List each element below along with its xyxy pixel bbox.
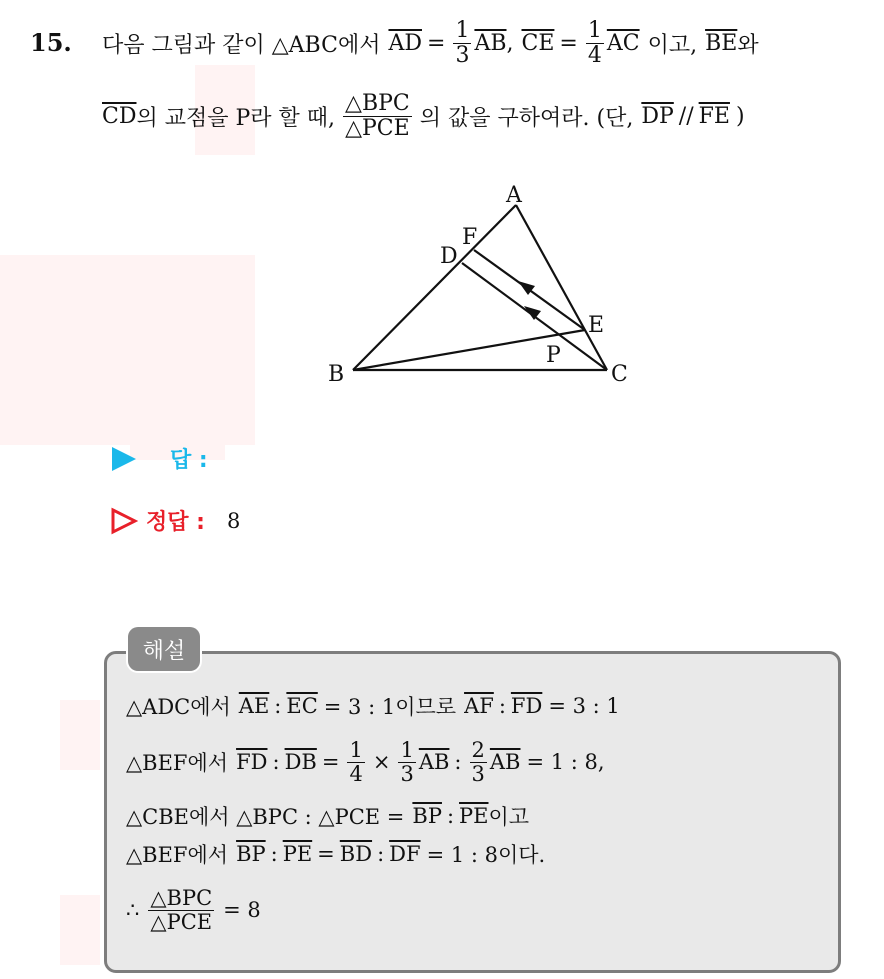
- segment-ae: $\overline{AE}$: [238, 694, 270, 718]
- fraction-denominator: △PCE: [150, 909, 213, 934]
- fraction-numerator: 2: [471, 738, 485, 763]
- explanation-text: △ADC에서: [126, 695, 231, 719]
- answer-label: 답 :: [170, 448, 208, 473]
- problem-text: 다음 그림과 같이 △ABC에서: [102, 32, 381, 58]
- explanation-text: = 3 : 1: [548, 694, 620, 718]
- explanation-text: △CBE에서 △BPC : △PCE =: [126, 805, 405, 829]
- equals-sign: =: [317, 842, 335, 866]
- question-number: 15.: [30, 28, 72, 57]
- explanation-text: △BEF에서: [126, 843, 229, 867]
- segment-bp: $\overline{BP}$: [412, 804, 442, 828]
- fraction-numerator: 1: [455, 18, 470, 44]
- label-c: C: [611, 362, 628, 387]
- explanation-text: = 8: [223, 898, 261, 922]
- answer-row: [110, 443, 230, 474]
- fraction-denominator: 4: [587, 42, 602, 68]
- fraction-denominator: △PCE: [345, 115, 410, 141]
- explanation-line-1: [126, 686, 620, 726]
- comma: ,: [506, 30, 514, 56]
- explanation-line-3: [126, 798, 529, 834]
- segment-ab: $\overline{AB}$: [489, 750, 521, 774]
- fraction-numerator: 1: [349, 738, 363, 763]
- segment-dp: $\overline{DP}$: [641, 103, 674, 129]
- segment-ce: $\overline{CE}$: [521, 30, 555, 56]
- explanation-tag: 해설: [128, 627, 200, 671]
- segment-fd: $\overline{FD}$: [236, 750, 268, 774]
- fraction-one-third: [453, 19, 471, 66]
- ratio-colon: :: [270, 842, 278, 866]
- ratio-colon: :: [272, 750, 280, 774]
- fraction-one-quarter: [586, 19, 604, 66]
- triangle-figure: [320, 170, 650, 400]
- ratio-colon: :: [498, 694, 506, 718]
- explanation-text: △BEF에서: [126, 751, 229, 775]
- segment-ec: $\overline{EC}$: [286, 694, 318, 718]
- fraction-area-ratio: [343, 92, 412, 139]
- label-p: P: [546, 343, 561, 368]
- fraction-two-thirds: [470, 739, 487, 784]
- equals-sign: =: [321, 750, 340, 774]
- explanation-text: 이고: [488, 805, 530, 829]
- ratio-colon: :: [446, 804, 455, 828]
- fraction-denominator: 3: [400, 761, 414, 786]
- fraction-numerator: 1: [400, 738, 414, 763]
- correct-answer-row: [110, 505, 240, 536]
- label-a: A: [506, 183, 522, 208]
- segment-fe: $\overline{FE}$: [698, 103, 730, 129]
- explanation-line-4: [126, 836, 545, 872]
- segment-ac: $\overline{AC}$: [606, 30, 640, 56]
- parallel-symbol: //: [678, 103, 694, 129]
- segment-pe: $\overline{PE}$: [459, 804, 489, 828]
- explanation-line-2: [126, 732, 605, 792]
- problem-line-1: [102, 14, 759, 72]
- explanation-text: = 3 : 1이므로: [323, 695, 457, 719]
- segment-ab: $\overline{AB}$: [474, 30, 507, 56]
- label-e: E: [588, 313, 605, 338]
- correct-answer-value: 8: [226, 508, 241, 533]
- segment-bd: $\overline{BD}$: [339, 842, 373, 866]
- label-d: D: [440, 244, 458, 269]
- label-b: B: [328, 362, 345, 387]
- segment-df: $\overline{DF}$: [389, 842, 421, 866]
- problem-text: 와: [737, 32, 759, 58]
- segment-be: $\overline{BE}$: [705, 30, 738, 56]
- play-triangle-icon: [110, 446, 138, 472]
- correct-answer-label: 정답 :: [146, 510, 205, 535]
- background-blotch: [60, 895, 100, 965]
- fraction-numerator: △BPC: [150, 886, 213, 911]
- segment-ad: $\overline{AD}$: [388, 30, 422, 56]
- explanation-text: = 1 : 8,: [526, 750, 605, 774]
- problem-text: 의 교점을 P라 할 때,: [136, 105, 336, 131]
- ratio-colon: :: [377, 842, 385, 866]
- segment-db: $\overline{DB}$: [284, 750, 317, 774]
- fraction-numerator: 1: [587, 18, 602, 44]
- label-f: F: [462, 225, 478, 250]
- times-sign: ×: [372, 750, 391, 774]
- background-blotch: [60, 700, 100, 770]
- problem-text: 의 값을 구하여라. (단,: [419, 105, 634, 131]
- fraction-denominator: 3: [455, 42, 470, 68]
- segment-fd: $\overline{FD}$: [510, 694, 543, 718]
- outline-triangle-icon: [110, 507, 138, 535]
- fraction-denominator: 3: [471, 761, 485, 786]
- segment-bp: $\overline{BP}$: [236, 842, 266, 866]
- segment-ab: $\overline{AB}$: [418, 750, 450, 774]
- explanation-line-5: [126, 880, 261, 940]
- fraction-one-third: [398, 739, 415, 784]
- fraction-numerator: △BPC: [345, 91, 410, 117]
- explanation-text: = 1 : 8이다.: [426, 843, 546, 867]
- equals-sign: =: [559, 30, 578, 56]
- ratio-colon: :: [274, 694, 282, 718]
- problem-text: ): [735, 103, 745, 129]
- fraction-area-ratio: [148, 887, 214, 932]
- fraction-denominator: 4: [349, 761, 363, 786]
- ratio-colon: :: [454, 750, 462, 774]
- therefore-symbol: ∴: [126, 898, 140, 922]
- equals-sign: =: [427, 30, 446, 56]
- parallel-arrow-icon: [524, 306, 541, 320]
- problem-line-2: [102, 87, 745, 145]
- segment-af: $\overline{AF}$: [464, 694, 494, 718]
- problem-text: 이고,: [647, 32, 698, 58]
- segment-cd: $\overline{CD}$: [102, 103, 137, 129]
- fraction-one-quarter: [347, 739, 364, 784]
- segment-pe: $\overline{PE}$: [282, 842, 313, 866]
